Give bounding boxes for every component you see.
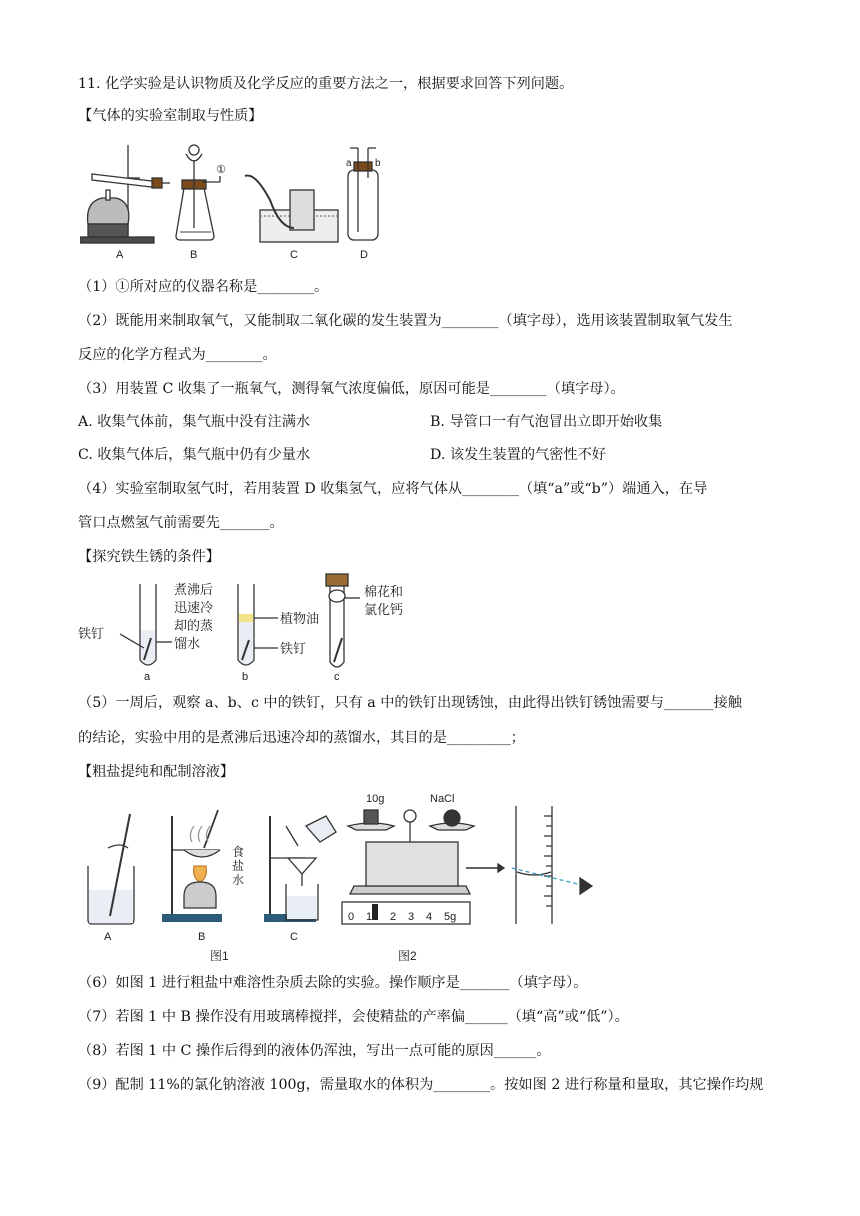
scale-4: 4 (426, 911, 433, 923)
water-label-4: 馏水 (174, 636, 201, 651)
fig1-c-label: C (290, 931, 298, 943)
salt-water-label-3: 水 (232, 873, 245, 887)
label-a: A (116, 249, 124, 261)
tube-c-label: c (334, 671, 340, 683)
figure-1-caption: 图1 (210, 949, 229, 963)
tube-a-label: a (144, 671, 151, 683)
nail-label-left: 铁钉 (78, 626, 105, 641)
label-d: D (360, 249, 368, 261)
section-title-salt: 【粗盐提纯和配制溶液】 (78, 764, 235, 780)
weight-label: 10g (366, 793, 385, 805)
water-label-2: 迅速冷 (174, 600, 214, 615)
question-1: （1）①所对应的仪器名称是________。 (78, 279, 329, 295)
question-3: （3）用装置 C 收集了一瓶氧气，测得氧气浓度偏低，原因可能是________（填字母）。 (78, 381, 625, 397)
nail-label-mid: 铁钉 (280, 641, 307, 656)
question-5-line2: 的结论，实验中用的是煮沸后迅速冷却的蒸馏水，其目的是_________； (78, 730, 525, 746)
question-2-line1: （2）既能用来制取氧气，又能制取二氧化碳的发生装置为________（填字母），选用该装置制取氧气发生 (78, 313, 733, 329)
label-b: B (190, 249, 198, 261)
question-stem: 11. 化学实验是认识物质及化学反应的重要方法之一，根据要求回答下列问题。 (78, 76, 574, 92)
question-2-line2: 反应的化学方程式为________。 (78, 347, 277, 363)
question-4-line2: 管口点燃氢气前需要先_______。 (78, 515, 284, 531)
fig1-a-label: A (104, 931, 112, 943)
label-circle1: ① (216, 164, 226, 176)
section-title-rust: 【探究铁生锈的条件】 (78, 549, 220, 565)
scale-0: 0 (348, 911, 355, 923)
water-label-3: 却的蒸 (174, 618, 214, 633)
figure-2-caption: 图2 (398, 949, 417, 963)
question-5-line1: （5）一周后，观察 a、b、c 中的铁钉，只有 a 中的铁钉出现锈蚀，由此得出铁钉锈蚀需要与_______接触 (78, 695, 742, 711)
question-6: （6）如图 1 进行粗盐中难溶性杂质去除的实验。操作顺序是_______（填字母）。 (78, 975, 588, 991)
cotton-label-1: 棉花和 (364, 584, 404, 599)
question-4-line1: （4）实验室制取氢气时，若用装置 D 收集氢气，应将气体从________（填“a”或“b”）端通入，在导 (78, 481, 708, 497)
q3-option-d: D. 该发生装置的气密性不好 (430, 447, 606, 463)
q3-option-b: B. 导管口一有气泡冒出立即开始收集 (430, 414, 663, 430)
tube-b-label: b (242, 671, 249, 683)
nacl-label: NaCl (430, 793, 455, 805)
oil-label: 植物油 (280, 611, 320, 626)
port-b-label: b (375, 158, 381, 169)
scale-2: 2 (390, 911, 397, 923)
salt-water-label-1: 食 (232, 845, 245, 859)
salt-purification-figure (80, 786, 600, 966)
fig1-b-label: B (198, 931, 206, 943)
stand-base (80, 237, 154, 243)
q3-option-a: A. 收集气体前，集气瓶中没有注满水 (78, 414, 311, 430)
scale-1: 1 (366, 911, 373, 923)
rust-experiment-figure (78, 572, 428, 684)
section-title-gas: 【气体的实验室制取与性质】 (78, 108, 263, 124)
cotton-label-2: 氯化钙 (364, 602, 404, 617)
scale-5g: 5g (444, 911, 457, 923)
water-label-1: 煮沸后 (174, 582, 214, 597)
question-7: （7）若图 1 中 B 操作没有用玻璃棒搅拌，会使精盐的产率偏______（填“高”或“低”）。 (78, 1009, 629, 1025)
label-c: C (290, 249, 298, 261)
question-9: （9）配制 11%的氯化钠溶液 100g，需量取水的体积为________。按如图 2 进行称量和量取，其它操作均规 (78, 1077, 764, 1093)
question-8: （8）若图 1 中 C 操作后得到的液体仍浑浊，写出一点可能的原因______。 (78, 1043, 551, 1059)
gas-apparatus-figure (80, 140, 400, 262)
port-a-label: a (346, 158, 352, 169)
scale-3: 3 (408, 911, 415, 923)
salt-water-label-2: 盐 (232, 859, 245, 873)
q3-option-c: C. 收集气体后，集气瓶中仍有少量水 (78, 447, 311, 463)
